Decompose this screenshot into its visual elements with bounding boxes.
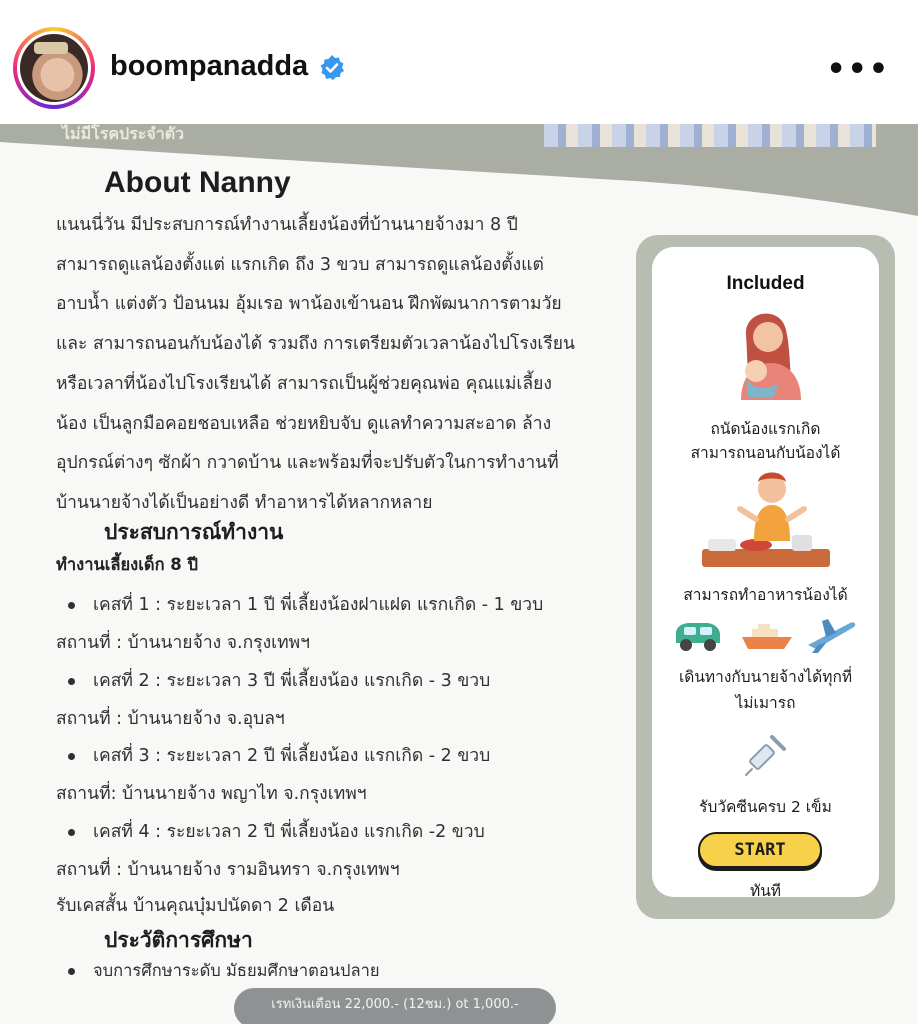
mother-baby-icon (726, 305, 806, 405)
included-text: ถนัดน้องแรกเกิด (710, 420, 821, 438)
post-image (0, 124, 918, 1024)
case-location: สถานที่ : บ้านนายจ้าง รามอินทรา จ.กรุงเทพฯ (56, 860, 400, 880)
case-text: เคสที่ 2 : ระยะเวลา 3 ปี พี่เลี้ยงน้อง แรกเกิด - 3 ขวบ (93, 671, 491, 691)
start-subtext: ทันที (749, 882, 782, 900)
case-text: เคสที่ 1 : ระยะเวลา 1 ปี พี่เลี้ยงน้องฝาแฝด แรกเกิด - 1 ขวบ (93, 595, 544, 615)
education-heading: ประวัติการศึกษา (104, 928, 253, 952)
profile-photo (20, 34, 88, 102)
car-icon (672, 619, 724, 655)
ship-icon (740, 623, 794, 653)
included-card (636, 235, 895, 919)
avatar[interactable] (13, 27, 95, 109)
about-line: บ้านนายจ้างได้เป็นอย่างดี ทำอาหารได้หลากหลาย (56, 492, 433, 513)
about-line: อุปกรณ์ต่างๆ ซักผ้า กวาดบ้าน และพร้อมที่จะปรับตัวในการทำงานที่ (56, 453, 559, 474)
included-text: สามารถทำอาหารน้องได้ (683, 586, 848, 604)
case-item (68, 817, 485, 845)
about-line: หรือเวลาที่น้องไปโรงเรียนได้ สามารถเป็นผู้ช่วยคุณพ่อ คุณแม่เลี้ยง (56, 373, 552, 394)
bullet-icon (68, 968, 75, 975)
about-line: อาบน้ำ แต่งตัว ป้อนนม อุ้มเรอ พาน้องเข้านอน ฝึกพัฒนาการตามวัย (56, 294, 562, 315)
included-text: สามารถนอนกับน้องได้ (690, 444, 841, 462)
about-paragraph (56, 206, 626, 524)
more-options-icon[interactable]: ••• (826, 52, 890, 87)
experience-subheading: ทำงานเลี้ยงเด็ก 8 ปี (56, 555, 199, 574)
top-band-text: ไม่มีโรคประจำตัว (62, 124, 185, 143)
included-title: Included (726, 273, 805, 294)
bullet-icon (68, 753, 75, 760)
short-case: รับเคสสั้น บ้านคุณบุ๋มปนัดดา 2 เดือน (56, 896, 335, 916)
about-line: น้อง เป็นลูกมือคอยชอบเหลือ ช่วยหยิบจับ ดูแลทำความสะอาด ล้าง (56, 413, 552, 434)
case-text: เคสที่ 4 : ระยะเวลา 2 ปี พี่เลี้ยงน้อง แรกเกิด -2 ขวบ (93, 822, 485, 842)
included-text: รับวัคซีนครบ 2 เข็ม (699, 798, 832, 816)
bullet-icon (68, 678, 75, 685)
case-location: สถานที่ : บ้านนายจ้าง จ.กรุงเทพฯ (56, 633, 310, 653)
bullet-icon (68, 829, 75, 836)
about-line: แนนนี่วัน มีประสบการณ์ทำงานเลี้ยงน้องที่บ้านนายจ้างมา 8 ปี (56, 215, 518, 235)
included-text: เดินทางกับนายจ้างได้ทุกที่ (678, 668, 853, 686)
case-text: เคสที่ 3 : ระยะเวลา 2 ปี พี่เลี้ยงน้อง แรกเกิด - 2 ขวบ (93, 746, 491, 766)
case-item (68, 666, 490, 694)
experience-heading: ประสบการณ์ทำงาน (104, 520, 284, 544)
post-header (0, 0, 918, 124)
case-location: สถานที่ : บ้านนายจ้าง จ.อุบลฯ (56, 709, 285, 729)
cooking-icon (696, 469, 836, 577)
education-text: จบการศึกษาระดับ มัธยมศึกษาตอนปลาย (93, 961, 380, 980)
airplane-icon (804, 615, 858, 655)
bullet-icon (68, 602, 75, 609)
about-line: สามารถดูแลน้องตั้งแต่ แรกเกิด ถึง 3 ขวบ สามารถดูแลน้องตั้งแต่ (56, 254, 544, 275)
case-item (68, 741, 490, 769)
case-location: สถานที่: บ้านนายจ้าง พญาไท จ.กรุงเทพฯ (56, 784, 367, 804)
about-title: About Nanny (104, 166, 291, 199)
username[interactable]: boompanadda (110, 50, 309, 82)
verified-badge-icon (318, 54, 346, 82)
top-photo-strip (544, 124, 876, 147)
about-line: และ สามารถนอนกับน้องได้ รวมถึง การเตรียมตัวเวลาน้องไปโรงเรียน (56, 334, 575, 355)
education-item (68, 958, 380, 984)
salary-badge: เรทเงินเดือน 22,000.- (12ชม.) ot 1,000.- (234, 988, 556, 1024)
included-text: ไม่เมารถ (735, 694, 796, 712)
syringe-icon (742, 731, 790, 779)
start-button[interactable]: START (698, 832, 822, 868)
case-item (68, 590, 543, 618)
crown-icon (34, 42, 68, 54)
